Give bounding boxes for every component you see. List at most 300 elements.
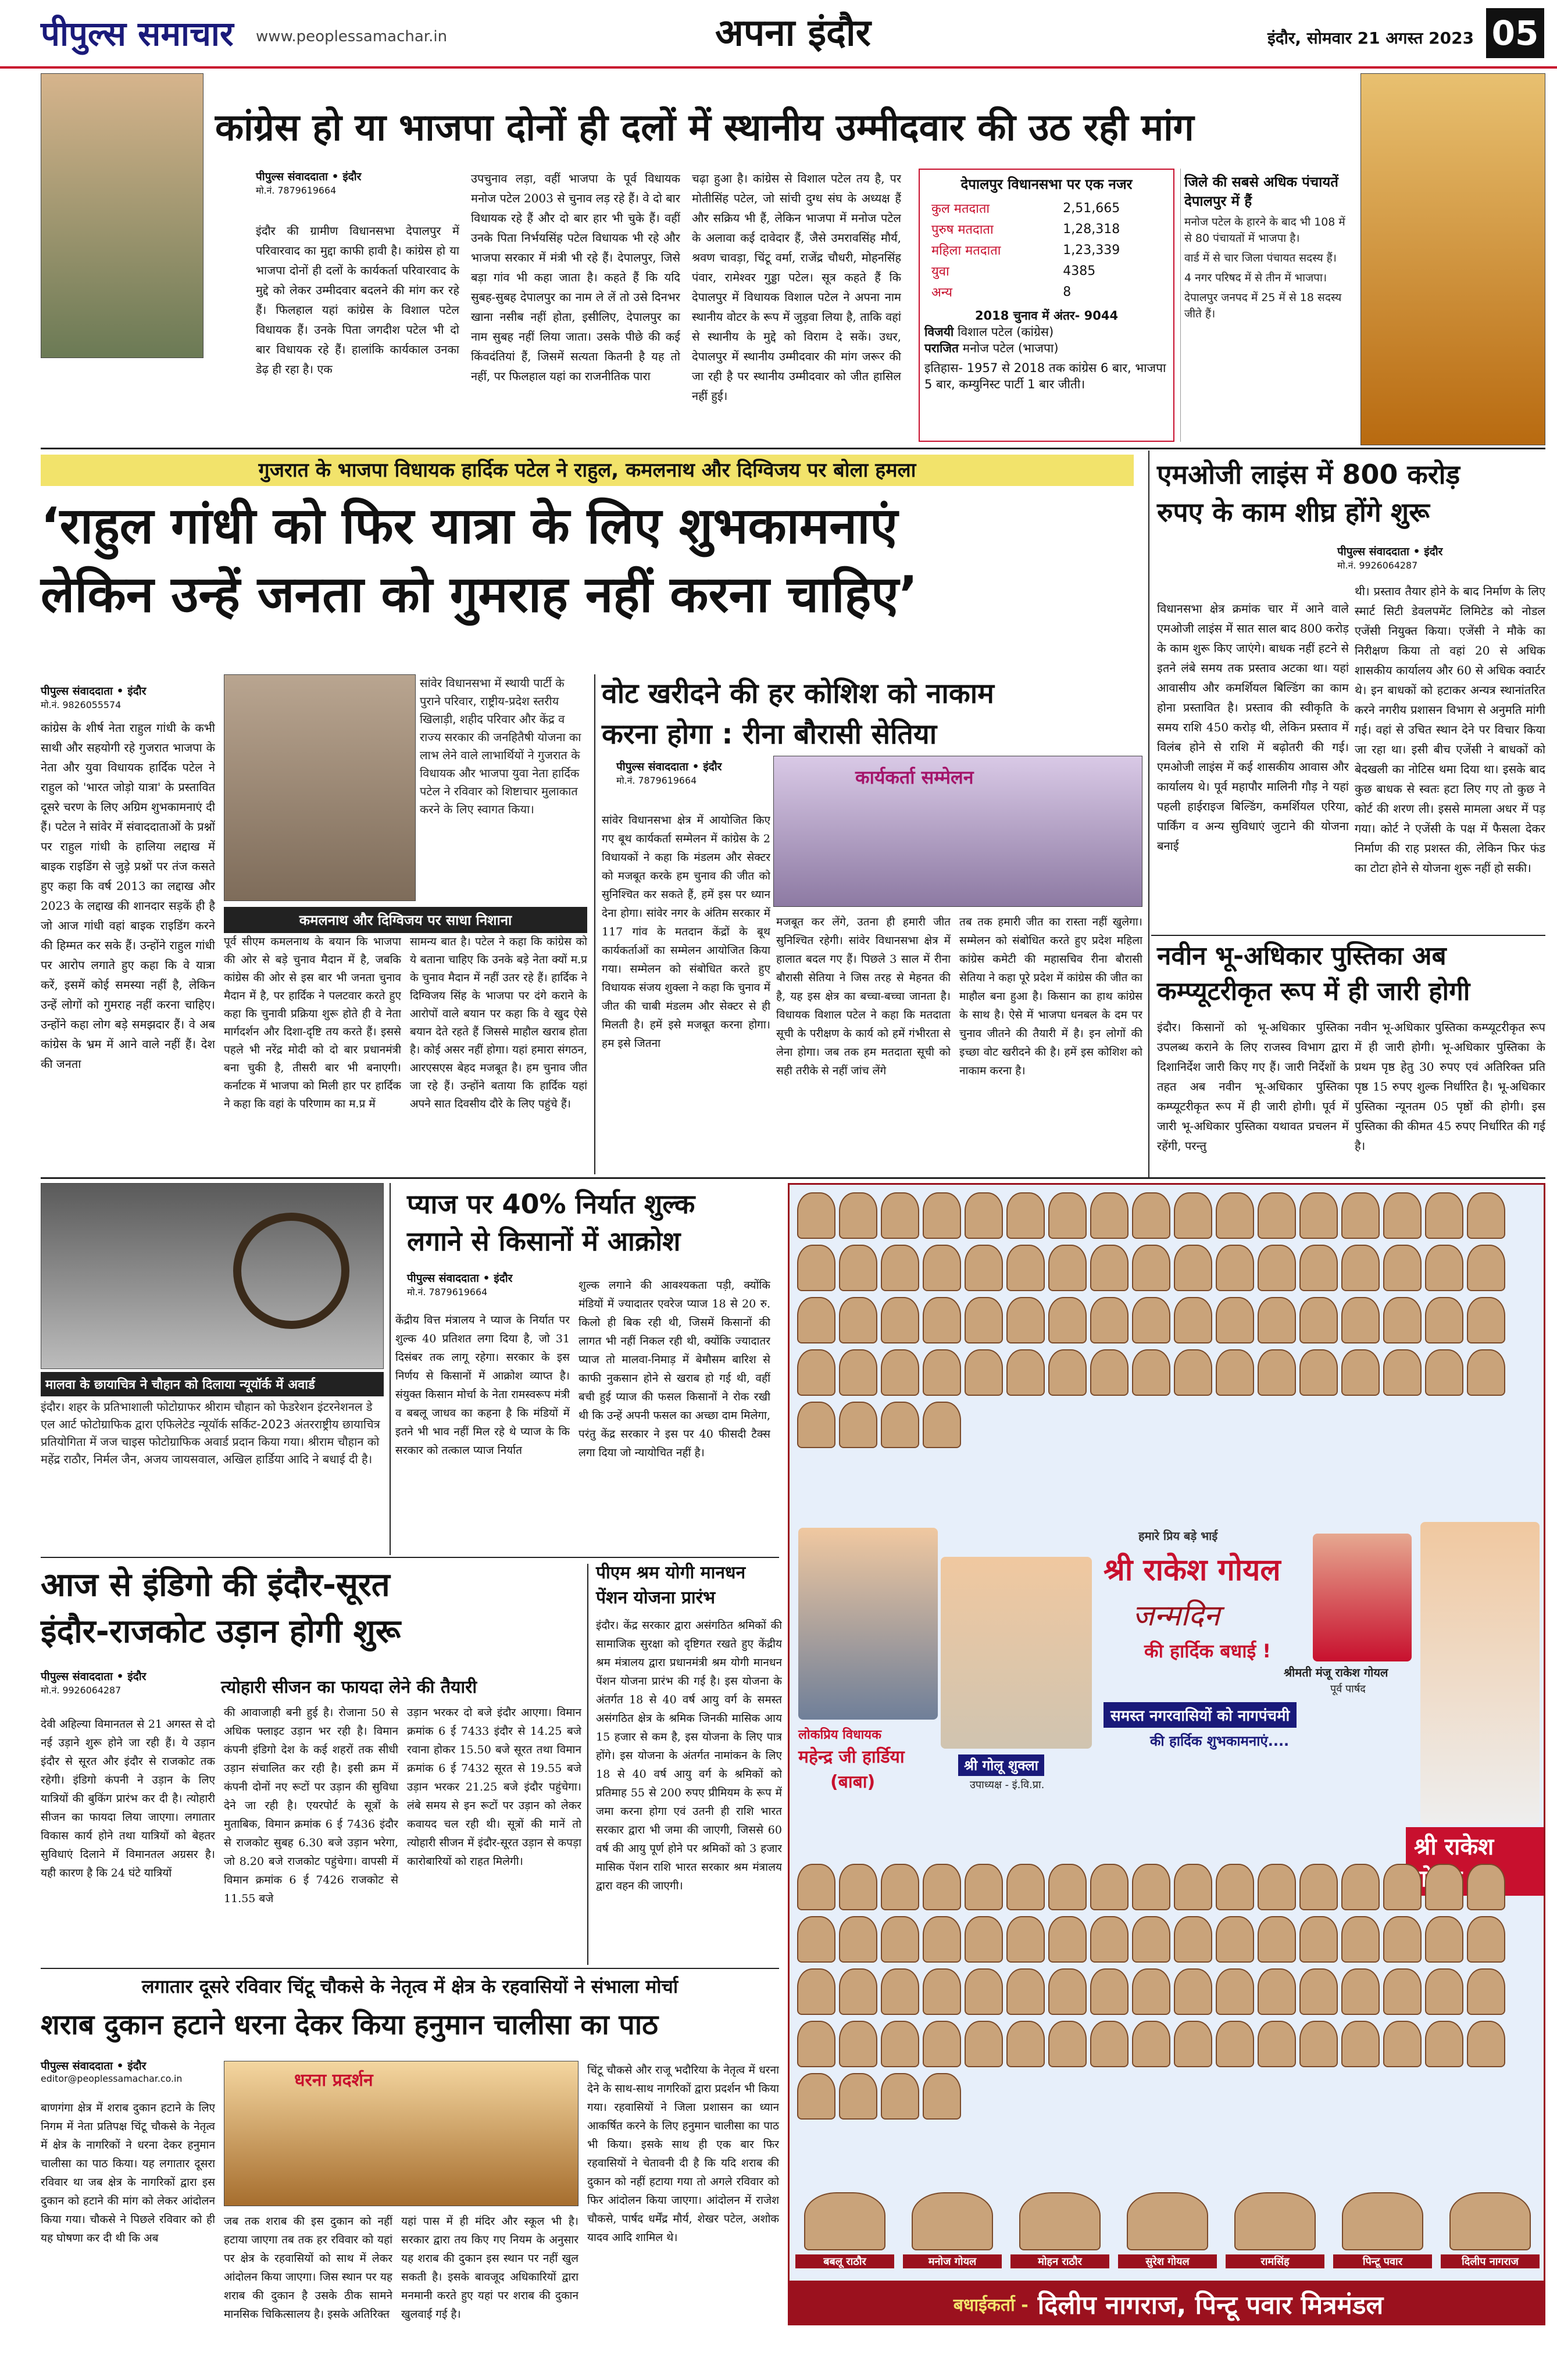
ad-bottom-person bbox=[1226, 2190, 1324, 2278]
column-divider bbox=[587, 1564, 588, 1965]
masthead bbox=[0, 0, 1557, 69]
supporter-photo bbox=[1383, 1192, 1422, 1239]
supporter-photo bbox=[1258, 1297, 1296, 1343]
supporter-photo bbox=[1299, 1916, 1338, 1963]
story2-subhead: कमलनाथ और दिग्विजय पर साधा निशाना bbox=[224, 907, 587, 933]
story10-col2: जब तक शराब की इस दुकान को नहीं हटाया जाएगा तब तक हर रविवार को यहां पर क्षेत्र के रहवासियों को साथ में लेकर आंदोलन किया जाएगा। जिस स्थान पर यह शराब की दुकान है उसके ठीक सामने मानसिक चिकित्सालय है। इसके अतिरिक्त bbox=[224, 2215, 392, 2321]
supporter-photo bbox=[1299, 1968, 1338, 2015]
ad-bottom-row bbox=[795, 2190, 1540, 2278]
factbox-table bbox=[924, 197, 1169, 303]
ad-face-grid-bottom bbox=[795, 1862, 1540, 2188]
factbox bbox=[919, 169, 1174, 442]
page-number: 05 bbox=[1486, 8, 1544, 58]
story2-byline bbox=[41, 683, 215, 711]
story7-mobile: मो.नं. 7879619664 bbox=[407, 1287, 488, 1298]
sidebox bbox=[1180, 169, 1355, 442]
supporter-photo bbox=[1006, 1349, 1045, 1396]
supporter-photo bbox=[1467, 1297, 1505, 1343]
divider bbox=[41, 1177, 1545, 1179]
story7-col2: शुल्क लगाने की आवश्यकता पड़ी, क्योंकि मंडियों में ज्यादातर एवरेज प्याज 18 से 20 रु. किलो ही बिक रही थी, जिसमें किसानों की लागत भी नहीं निकल रही थी, क्योंकि ज्यादातर प्याज तो मालवा-निमाड़ में बेमौसम बारिश से काफी नुकसान होने से खराब हो गई थी, वहीं बची हुई प्याज की फसल किसानों ने रोक रखी थी कि उन्हें अपनी फसल का अच्छा दाम मिलेगा, परंतु केंद्र सरकार ने इस पर 40 फीसदी टैक्स लगा दिया जो न्यायोचित नहीं है। bbox=[578, 1279, 770, 1459]
story9-col3: उड़ान भरकर दो बजे इंदौर आएगा। विमान क्रमांक 6 ई 7433 इंदौर से 14.25 बजे रवाना होकर 15.50 बजे सूरत तथा विमान क्रमांक 6 ई 7432 सूरत से 19.55 बजे उड़ान भरकर 21.25 बजे इंदौर पहुंचेगा। लंबे समय से इन रूटों पर उड़ान को लेकर कवायद चल रही थी। सूत्रों की मानें तो त्योहारी सीजन में इंदौर-सूरत उड़ान से कपड़ा कारोबारियों को राहत मिलेगी। bbox=[407, 1706, 581, 1868]
supporter-photo bbox=[1174, 1297, 1212, 1343]
story10-email[interactable]: editor@peoplessamachar.co.in bbox=[41, 2073, 183, 2084]
supporter-photo bbox=[1341, 1349, 1380, 1396]
story1-byline bbox=[256, 169, 465, 196]
supporter-photo bbox=[1467, 2021, 1505, 2067]
story9-subhead: त्योहारी सीजन का फायदा लेने की तैयारी bbox=[221, 1677, 477, 1698]
supporter-photo bbox=[881, 1402, 919, 1448]
supporter-photo bbox=[839, 1864, 877, 1910]
story7-byline-text: पीपुल्स संवाददाता • इंदौर bbox=[407, 1272, 513, 1285]
supporter-photo bbox=[839, 1402, 877, 1448]
supporter-photo bbox=[797, 1916, 835, 1963]
factbox-label: पुरुष मतदाता bbox=[931, 223, 994, 237]
supporter-photo bbox=[1342, 2192, 1423, 2250]
supporter-photo bbox=[881, 1297, 919, 1343]
story1-mobile: मो.नं. 7879619664 bbox=[256, 185, 337, 196]
photo-politician-left bbox=[41, 73, 203, 358]
supporter-photo bbox=[965, 1968, 1003, 2015]
ad-birthday: जन्मदिन bbox=[1133, 1599, 1220, 1632]
supporter-photo bbox=[965, 1916, 1003, 1963]
ad-bottom-name: दिलीप नागराज bbox=[1441, 2254, 1540, 2268]
supporter-photo bbox=[1174, 1968, 1212, 2015]
supporter-photo bbox=[1006, 1297, 1045, 1343]
story4-mobile: मो.नं. 9926064287 bbox=[1337, 560, 1418, 571]
ad-bottom-person bbox=[1118, 2190, 1217, 2278]
ad-bottom-name: सुरेश गोयल bbox=[1118, 2254, 1217, 2268]
supporter-photo bbox=[881, 2021, 919, 2067]
story3-byline bbox=[616, 759, 791, 787]
supporter-photo bbox=[1090, 1297, 1129, 1343]
supporter-photo bbox=[1383, 1297, 1422, 1343]
ad-bottom-person bbox=[795, 2190, 894, 2278]
supporter-photo bbox=[1467, 1192, 1505, 1239]
factbox-label: महिला मतदाता bbox=[931, 244, 1001, 258]
story7-byline bbox=[407, 1270, 581, 1298]
supporter-photo bbox=[1132, 1297, 1170, 1343]
story10-headline: शराब दुकान हटाने धरना देकर किया हनुमान चालीसा का पाठ bbox=[41, 2009, 659, 2041]
factbox-loser bbox=[924, 340, 1169, 356]
loser-name: मनोज पटेल (भाजपा) bbox=[962, 341, 1059, 355]
supporter-photo bbox=[1216, 1349, 1254, 1396]
ad-center-name: श्री गोलू शुक्ला bbox=[958, 1754, 1044, 1776]
story2-headline1: ‘राहुल गांधी को फिर यात्रा के लिए शुभकामनाएं bbox=[41, 497, 898, 555]
supporter-photo bbox=[1258, 1916, 1296, 1963]
story3-byline-text: पीपुल्स संवाददाता • इंदौर bbox=[616, 760, 722, 773]
supporter-photo bbox=[881, 1192, 919, 1239]
story8-headline1: पीएम श्रम योगी मानधन bbox=[596, 1563, 746, 1583]
story3-headline1: वोट खरीदने की हर कोशिश को नाकाम bbox=[602, 677, 994, 710]
winner-name: विशाल पटेल (कांग्रेस) bbox=[958, 325, 1054, 339]
supporter-photo bbox=[1425, 1349, 1463, 1396]
story2-photo-caption: सांवेर विधानसभा में स्थायी पार्टी के पुराने परिवार, राष्ट्रीय-प्रदेश स्तरीय खिलाड़ी, शहीद परिवार और केंद्र व राज्य सरकार की जनहितैषी योजना का लाभ लेने वाले लाभार्थियों ने गुजरात के विधायक और भाजपा युवा नेता हार्दिक पटेल ने रविवार को शिष्टाचार मुलाकात करने के लिए स्वागत किया। bbox=[420, 676, 581, 816]
supporter-photo bbox=[1425, 1916, 1463, 1963]
supporter-photo bbox=[1258, 1864, 1296, 1910]
story5-headline2: कम्प्यूटरीकृत रूप में ही जारी होगी bbox=[1157, 977, 1470, 1006]
column-divider bbox=[594, 674, 595, 1174]
factbox-row bbox=[926, 282, 1167, 302]
supporter-photo bbox=[1132, 2021, 1170, 2067]
sidebox-item: देपालपुर जनपद में 25 में से 18 सदस्य जीते हैं। bbox=[1184, 291, 1342, 320]
ad-left-name: महेन्द्र जी हार्डिया bbox=[798, 1747, 905, 1767]
factbox-row bbox=[926, 198, 1167, 218]
supporter-photo bbox=[1174, 2021, 1212, 2067]
supporter-photo bbox=[839, 1968, 877, 2015]
story10-col4: चिंटू चौकसे और राजू भदौरिया के नेतृत्व में धरना देने के साथ-साथ नागरिकों द्वारा प्रदर्शन भी किया गया। रहवासियों ने जिला प्रशासन का ध्यान आकर्षित करने के लिए हनुमान चालीसा का पाठ भी किया। इसके साथ ही एक बार फिर रहवासियों ने चेतावनी दी है कि यदि शराब की दुकान को नहीं हटाया गया तो अगले रविवार को फिर आंदोलन किया जाएगा। आंदोलन में राजेश चौकसे, पार्षद धर्मेंद्र मौर्य, शेखर पटेल, अशोक यादव आदि शामिल थे। bbox=[587, 2064, 779, 2244]
factbox-row bbox=[926, 219, 1167, 239]
supporter-photo bbox=[1174, 1916, 1212, 1963]
supporter-photo bbox=[1216, 1297, 1254, 1343]
supporter-photo bbox=[1425, 2021, 1463, 2067]
supporter-photo bbox=[797, 1402, 835, 1448]
supporter-photo bbox=[1449, 2192, 1531, 2250]
supporter-photo bbox=[912, 2192, 993, 2250]
supporter-photo bbox=[797, 1245, 835, 1291]
birthday-ad bbox=[788, 1183, 1545, 2325]
story10-col3: यहां पास में ही मंदिर और स्कूल भी है। सरकार द्वारा तय किए गए नियम के अनुसार यह शराब की दुकान इस स्थान पर नहीं खुल सकती है। इसके बावजूद अधिकारियों द्वारा मनमानी करते हुए यहां पर शराब की दुकान खुलवाई गई है। bbox=[401, 2215, 578, 2321]
story2-col3: सामन्य बात है। पटेल ने कहा कि कांग्रेस को ये बताना चाहिए कि उनके बड़े नेता क्यों म.प्र के चुनाव मैदान में नहीं उतर रहे हैं। हार्दिक ने दिग्विजय सिंह के भाजपा पर दंगे कराने के आरोपों वाले बयान पर कहा कि वे खुद ऐसे बयान देते रहते हैं जिससे माहौल खराब होता है। कोई असर नहीं होगा। यहां हमारा संगठन, आरएसएस बेहद मजबूत है। हम चुनाव जीत जा रहे हैं। उन्होंने बताया कि हार्दिक यहां अपने सात दिवसीय दौरे के लिए पहुंचे हैं। bbox=[410, 935, 587, 1110]
supporter-photo bbox=[1216, 1916, 1254, 1963]
supporter-photo bbox=[839, 1916, 877, 1963]
supporter-photo bbox=[923, 1916, 961, 1963]
supporter-photo bbox=[1090, 1968, 1129, 2015]
ad-bottom-name: मनोज गोयल bbox=[903, 2254, 1002, 2268]
story2-photo bbox=[224, 674, 416, 901]
sidebox-item: मनोज पटेल के हारने के बाद भी 108 में से 80 पंचायतों में भाजपा है। bbox=[1184, 216, 1345, 245]
photo-politician-right bbox=[1360, 73, 1545, 445]
supporter-photo bbox=[1258, 2021, 1296, 2067]
supporter-photo bbox=[1090, 1245, 1129, 1291]
supporter-photo bbox=[839, 1192, 877, 1239]
supporter-photo bbox=[1299, 1297, 1338, 1343]
ad-face-grid-top bbox=[795, 1191, 1540, 1522]
factbox-history: इतिहास- 1957 से 2018 तक कांग्रेस 6 बार, भाजपा 5 बार, कम्युनिस्ट पार्टी 1 बार जीती। bbox=[924, 361, 1166, 391]
supporter-photo bbox=[923, 1864, 961, 1910]
supporter-photo bbox=[797, 1297, 835, 1343]
supporter-photo bbox=[1467, 1968, 1505, 2015]
supporter-photo bbox=[1174, 1192, 1212, 1239]
story4-byline bbox=[1337, 544, 1547, 571]
ad-woman-name: श्रीमती मंजू राकेश गोयल bbox=[1284, 1666, 1388, 1679]
supporter-photo bbox=[1216, 1968, 1254, 2015]
winner-label: विजयी bbox=[924, 325, 954, 339]
supporter-photo bbox=[1467, 1349, 1505, 1396]
story10-photo bbox=[224, 2061, 578, 2206]
story3-photo bbox=[773, 756, 1142, 907]
supporter-photo bbox=[923, 1349, 961, 1396]
ad-left-nick: (बाबा) bbox=[830, 1772, 876, 1792]
story1-byline-text: पीपुल्स संवाददाता • इंदौर bbox=[256, 170, 362, 183]
story3-col2: मजबूत कर लेंगे, उतना ही हमारी जीत सुनिश्चित रहेगी। सांवेर विधानसभा क्षेत्र में हालात बदल गए हैं। पिछले 3 साल में रीना बौरासी सेतिया ने जिस तरह से मेहनत की है, यह इस क्षेत्र का बच्चा-बच्चा जानता है। विधायक विशाल पटेल ने कहा कि मतदाता सूची के परीक्षण के कार्य को हमें गंभीरता से लेना होगा। जब तक हम मतदाता सूची को सही तरीके से नहीं जांच लेंगे bbox=[776, 916, 951, 1077]
ad-wish: की हार्दिक बधाई ! bbox=[1144, 1640, 1271, 1662]
supporter-photo bbox=[1341, 2021, 1380, 2067]
supporter-photo bbox=[1132, 1192, 1170, 1239]
supporter-photo bbox=[839, 1297, 877, 1343]
issue-date: इंदौर, सोमवार 21 अगस्त 2023 bbox=[1267, 28, 1474, 48]
supporter-photo bbox=[1299, 1349, 1338, 1396]
supporter-photo bbox=[923, 2073, 961, 2120]
story2-mobile: मो.नं. 9826055574 bbox=[41, 699, 122, 710]
supporter-photo bbox=[1174, 1245, 1212, 1291]
story10-kicker: लगातार दूसरे रविवार चिंटू चौकसे के नेतृत्व में क्षेत्र के रहवासियों ने संभाला मोर्चा bbox=[141, 1975, 678, 1997]
ad-bottom-name: पिन्टू पवार bbox=[1333, 2254, 1432, 2268]
story10-col1: बाणगंगा क्षेत्र में शराब दुकान हटाने के लिए निगम में नेता प्रतिपक्ष चिंटू चौकसे के नेतृत्व में क्षेत्र के नागरिकों ने धरना देकर हनुमान चालीसा का पाठ किया। यह लगातार दूसरा रविवार था जब क्षेत्र के नागरिकों द्वारा इस दुकान को हटाने की मांग को लेकर आंदोलन किया गया। चौकसे ने पिछले रविवार को ही यह घोषणा कर दी थी कि अब bbox=[41, 2102, 215, 2245]
ad-hero-name2: श्री राकेश bbox=[1406, 1827, 1544, 1896]
divider bbox=[41, 1557, 779, 1558]
story8-headline2: पेंशन योजना प्रारंभ bbox=[596, 1588, 716, 1608]
ad-bottom-name: रामसिंह bbox=[1226, 2254, 1324, 2268]
supporter-photo bbox=[797, 2021, 835, 2067]
story1-col1: इंदौर की ग्रामीण विधानसभा देपालपुर में परिवारवाद का मुद्दा काफी हावी है। कांग्रेस हो या भाजपा दोनों ही दलों के कार्यकर्ता परिवारवाद के मुद्दे को लेकर उम्मीदवार बदलने की मांग कर रहे हैं। फिलहाल यहां कांग्रेस के विशाल पटेल विधायक हैं। उनके पिता जगदीश पटेल भी दो बार विधायक रहे हैं। हालांकि कार्यकाल उनका डेढ़ ही रहा है। एक bbox=[256, 224, 459, 376]
supporter-photo bbox=[1258, 1968, 1296, 2015]
supporter-photo bbox=[1090, 1864, 1129, 1910]
supporter-photo bbox=[1425, 1192, 1463, 1239]
factbox-label: कुल मतदाता bbox=[931, 202, 990, 216]
supporter-photo bbox=[1258, 1245, 1296, 1291]
ad-footer bbox=[790, 2281, 1545, 2325]
factbox-row bbox=[926, 261, 1167, 281]
ad-photo-center bbox=[941, 1557, 1092, 1749]
supporter-photo bbox=[797, 2073, 835, 2120]
supporter-photo bbox=[1006, 1916, 1045, 1963]
factbox-value: 8 bbox=[1063, 284, 1072, 299]
factbox-title: देपालपुर विधानसभा पर एक नजर bbox=[960, 176, 1133, 192]
supporter-photo bbox=[1467, 1245, 1505, 1291]
section-title: अपना इंदौर bbox=[715, 12, 871, 55]
supporter-photo bbox=[1383, 1968, 1422, 2015]
supporter-photo bbox=[1425, 1297, 1463, 1343]
story3-col1: सांवेर विधानसभा क्षेत्र में आयोजित किए गए बूथ कार्यकर्ता सम्मेलन में कांग्रेस के 2 विधायकों ने कहा कि मंडलम और सेक्टर को मजबूत करके हम चुनाव की जीत को सुनिश्चित कर सकते हैं, हमें इस पर ध्यान देना होगा। सांवेर नगर के अंतिम सरकार में 117 गांव के मतदान केंद्रों के बूथ कार्यकर्ताओं का सम्मेलन आयोजित किया गया। सम्मेलन को संबोधित करते हुए विधायक संजय शुक्ला ने कहा कि चुनाव में जीत की चाबी मंडलम और सेक्टर से ही मिलती है। हमें इसे मजबूत करना होगा। हम इसे जितना bbox=[602, 814, 770, 1050]
supporter-photo bbox=[1341, 1297, 1380, 1343]
ad-bottom-person bbox=[1333, 2190, 1432, 2278]
story5-col2: नवीन भू-अधिकार पुस्तिका कम्प्यूटरीकृत रूप में ही जारी होगी। भू-अधिकार पुस्तिका के प्रथम पृष्ठ हेतु 30 रुपए एवं अतिरिक्त प्रति पृष्ठ 15 रुपए शुल्क निर्धारित है। भू-अधिकार पुस्तिका न्यूनतम 05 पृष्ठों की होगी। इस पुस्तिका की कीमत 45 रुपए निर्धारित की गई है। bbox=[1355, 1020, 1545, 1153]
supporter-photo bbox=[923, 1245, 961, 1291]
supporter-photo bbox=[965, 1192, 1003, 1239]
story10-byline-text: पीपुल्स संवाददाता • इंदौर bbox=[41, 2060, 147, 2072]
wheel-icon bbox=[233, 1213, 349, 1329]
supporter-photo bbox=[1383, 2021, 1422, 2067]
story9-byline-text: पीपुल्स संवाददाता • इंदौर bbox=[41, 1670, 147, 1683]
factbox-label: युवा bbox=[931, 265, 949, 279]
factbox-label: अन्य bbox=[931, 285, 953, 300]
story10-banner: धरना प्रदर्शन bbox=[294, 2070, 373, 2090]
factbox-value: 1,28,318 bbox=[1063, 221, 1120, 237]
ad-bottom-name: मोहन राठौर bbox=[1010, 2254, 1109, 2268]
supporter-photo bbox=[881, 1349, 919, 1396]
supporter-photo bbox=[1090, 2021, 1129, 2067]
story1-col2: उपचुनाव लड़ा, वहीं भाजपा के पूर्व विधायक मनोज पटेल 2003 से चुनाव लड़ रहे हैं। वे दो बार विधायक रहे हैं और दो बार हार भी चुके हैं। वहीं उनके पिता निर्भयसिंह पटेल विधायक भी रहे और भाजपा सरकार में मंत्री भी रहे हैं। देपालपुर, जिसे बड़ा गांव भी कहा जाता है। कहते हैं कि यदि सुबह-सुबह देपालपुर का नाम ले लें तो उसे दिनभर खाना नसीब नहीं होता, इसीलिए, देपालपुर का नाम सुबह नहीं लिया जाता। उसके पीछे की कई किंवदंतियां हैं, जिसमें सत्यता कितनी है यह तो नहीं, पर फिलहाल यहां का राजनीतिक पारा bbox=[471, 171, 680, 383]
story3-mobile: मो.नं. 7879619664 bbox=[616, 775, 697, 786]
supporter-photo bbox=[881, 2073, 919, 2120]
divider bbox=[41, 448, 1545, 449]
sidebox-item: 4 नगर परिषद में से तीन में भाजपा। bbox=[1184, 271, 1327, 284]
ad-footer-names: दिलीप नागराज, पिन्टू पवार मित्रमंडल bbox=[1037, 2290, 1384, 2320]
story2-col1: कांग्रेस के शीर्ष नेता राहुल गांधी के कभी साथी और सहयोगी रहे गुजरात भाजपा के नेता और युवा विधायक हार्दिक पटेल ने राहुल को 'भारत जोड़ो यात्रा' के प्रस्तावित दूसरे चरण के लिए अग्रिम शुभकामनाएं दी हैं। पटेल ने सांवेर में संवाददाताओं के प्रश्नों पर राहुल गांधी के हालिया लद्दाख में बाइक राइडिंग से जुड़े प्रश्नों पर तंज कसते हुए कहा कि वर्ष 2013 का लद्दाख और 2023 के लद्दाख की शानदार सड़कें ही है जो आज गांधी वहां बाइक राइडिंग करने की हिम्मत कर सके हैं। उन्होंने राहुल गांधी पर आरोप लगाते हुए कहा कि वे यात्रा करें, इसमें कोई समस्या नहीं है, लेकिन उन्हें लोगों को गुमराह नहीं करना चाहिए। उन्होंने कहा लोग बड़े समझदार हैं। वे अब कांग्रेस के भ्रम में आने वाले नहीं हैं। देश की जनता bbox=[41, 721, 215, 1071]
story10-byline bbox=[41, 2058, 227, 2084]
story6-photo bbox=[41, 1183, 384, 1369]
supporter-photo bbox=[1132, 1864, 1170, 1910]
factbox-value: 1,23,339 bbox=[1063, 242, 1120, 258]
sidebox-item: वार्ड में से चार जिला पंचायत सदस्य हैं। bbox=[1184, 252, 1337, 265]
supporter-photo bbox=[1006, 2021, 1045, 2067]
supporter-photo bbox=[923, 1968, 961, 2015]
story1-headline: कांग्रेस हो या भाजपा दोनों ही दलों में स्थानीय उम्मीदवार की उठ रही मांग bbox=[215, 106, 1194, 149]
factbox-result-title: 2018 चुनाव में अंतर- 9044 bbox=[974, 309, 1119, 323]
story2-kicker: गुजरात के भाजपा विधायक हार्दिक पटेल ने राहुल, कमलनाथ और दिग्विजय पर बोला हमला bbox=[41, 455, 1134, 486]
supporter-photo bbox=[839, 1245, 877, 1291]
supporter-photo bbox=[1299, 1245, 1338, 1291]
supporter-photo bbox=[1383, 1916, 1422, 1963]
supporter-photo bbox=[1341, 1192, 1380, 1239]
supporter-photo bbox=[797, 1864, 835, 1910]
supporter-photo bbox=[1174, 1864, 1212, 1910]
supporter-photo bbox=[923, 2021, 961, 2067]
supporter-photo bbox=[1467, 1916, 1505, 1963]
supporter-photo bbox=[1383, 1245, 1422, 1291]
supporter-photo bbox=[881, 1968, 919, 2015]
story4-headline1: एमओजी लाइंस में 800 करोड़ bbox=[1157, 459, 1460, 490]
supporter-photo bbox=[1048, 1349, 1087, 1396]
supporter-photo bbox=[1425, 1968, 1463, 2015]
story3-banner: कार्यकर्ता सम्मेलन bbox=[855, 766, 974, 788]
ad-bottom-person bbox=[903, 2190, 1002, 2278]
ad-message1: समस्त नगरवासियों को नागपंचमी bbox=[1104, 1702, 1297, 1728]
supporter-photo bbox=[1132, 1968, 1170, 2015]
supporter-photo bbox=[1258, 1349, 1296, 1396]
supporter-photo bbox=[1341, 1245, 1380, 1291]
story7-headline1: प्याज पर 40% निर्यात शुल्क bbox=[407, 1188, 695, 1220]
supporter-photo bbox=[1341, 1864, 1380, 1910]
sidebox-title: जिले की सबसे अधिक पंचायतें देपालपुर में हैं bbox=[1184, 174, 1338, 209]
supporter-photo bbox=[965, 1297, 1003, 1343]
supporter-photo bbox=[1127, 2192, 1208, 2250]
supporter-photo bbox=[1383, 1349, 1422, 1396]
supporter-photo bbox=[881, 1916, 919, 1963]
supporter-photo bbox=[804, 2192, 885, 2250]
story3-col3: तब तक हमारी जीत का रास्ता नहीं खुलेगा। सम्मेलन को संबोधित करते हुए प्रदेश महिला कांग्रेस कमेटी की महासचिव रीना बौरासी सेतिया ने कहा पूरे प्रदेश में कांग्रेस की जीत का माहौल बना हुआ है। किसान का हाथ कांग्रेस के साथ है। ऐसे में भाजपा धनबल के दम पर चुनाव जीतने की तैयारी में है। इन लोगों की इच्छा वोट खरीदने की है। हमें इस कोशिश को नाकाम करना है। bbox=[959, 916, 1142, 1077]
story9-byline bbox=[41, 1668, 215, 1696]
supporter-photo bbox=[1090, 1192, 1129, 1239]
supporter-photo bbox=[1341, 1916, 1380, 1963]
supporter-photo bbox=[1132, 1245, 1170, 1291]
supporter-photo bbox=[1048, 1245, 1087, 1291]
story9-col2: की आवाजाही बनी हुई है। रोजाना 50 से अधिक फ्लाइट उड़ान भर रही है। विमान कंपनी इंडिगो देश के कई शहरों तक सीधी उड़ान संचालित कर रही है। इसी क्रम में कंपनी दोनों नए रूटों पर उड़ान की सुविधा देने जा रही है। एयरपोर्ट के सूत्रों के मुताबिक, विमान क्रमांक 6 ई 7436 इंदौर से राजकोट सुबह 6.30 बजे उड़ान भरेगा, जो 8.20 बजे राजकोट पहुंचेगा। वापसी में विमान क्रमांक 6 ई 7426 राजकोट से 11.55 बजे bbox=[224, 1706, 398, 1905]
supporter-photo bbox=[1216, 2021, 1254, 2067]
story8-text: इंदौर। केंद्र सरकार द्वारा असंगठित श्रमिकों की सामाजिक सुरक्षा को दृष्टिगत रखते हुए केंद्रीय श्रम मंत्रालय द्वारा प्रधानमंत्री श्रम योगी मानधन पेंशन योजना प्रारंभ की गई है। इस योजना के अंतर्गत 18 से 40 वर्ष आयु वर्ग के समस्त असंगठित क्षेत्र के श्रमिक जिनकी मासिक आय 15 हजार से कम है, इस योजना के लिए पात्र होंगे। इस योजना के अंतर्गत नामांकन के लिए 18 से 40 वर्ष आयु वर्ग के श्रमिकों को प्रतिमाह 55 से 200 रुपए प्रीमियम के रूप में जमा करना होगा एवं उतनी ही राशि भारत सरकार द्वारा भी जमा की जाएगी, जिससे 60 वर्ष की आयु पूर्ण होने पर श्रमिकों को 3 हजार मासिक पेंशन राशि भारत सरकार श्रम मंत्रालय द्वारा वहन की जाएगी। bbox=[596, 1619, 782, 1892]
supporter-photo bbox=[797, 1192, 835, 1239]
supporter-photo bbox=[839, 2021, 877, 2067]
supporter-photo bbox=[839, 2073, 877, 2120]
supporter-photo bbox=[965, 2021, 1003, 2067]
supporter-photo bbox=[1234, 2192, 1316, 2250]
supporter-photo bbox=[965, 1349, 1003, 1396]
factbox-value: 4385 bbox=[1063, 263, 1096, 278]
divider bbox=[1151, 935, 1545, 936]
supporter-photo bbox=[1341, 1968, 1380, 2015]
story9-col1: देवी अहिल्या विमानतल से 21 अगस्त से दो नई उड़ाने शुरू होने जा रही हैं। ये उड़ान इंदौर से सूरत और इंदौर से राजकोट तक रहेगी। इंडिगो कंपनी ने उड़ान के लिए यात्रियों की बुकिंग प्रारंभ कर दी है। त्योहारी सीजन का फायदा लिया जाएगा। लगातार विकास कार्य होने तथा यात्रियों को बेहतर सुविधाएं दिलाने में विमानतल अग्रसर है। यही कारण है कि 24 घंटे यात्रियों bbox=[41, 1718, 215, 1879]
supporter-photo bbox=[1299, 1192, 1338, 1239]
supporter-photo bbox=[1048, 1968, 1087, 2015]
supporter-photo bbox=[1383, 1864, 1422, 1910]
supporter-photo bbox=[1132, 1349, 1170, 1396]
loser-label: पराजित bbox=[924, 341, 959, 355]
divider bbox=[41, 1968, 779, 1969]
ad-bottom-name: बबलू राठौर bbox=[795, 2254, 894, 2268]
supporter-photo bbox=[1425, 1864, 1463, 1910]
supporter-photo bbox=[1006, 1192, 1045, 1239]
supporter-photo bbox=[1174, 1349, 1212, 1396]
supporter-photo bbox=[1216, 1192, 1254, 1239]
supporter-photo bbox=[1048, 1297, 1087, 1343]
ad-woman-role: पूर्व पार्षद bbox=[1330, 1683, 1366, 1695]
supporter-photo bbox=[1258, 1192, 1296, 1239]
story6-text: इंदौर। शहर के प्रतिभाशाली फोटोग्राफर श्रीराम चौहान को फेडरेशन इंटरनेशनल डे एल आर्ट फोटोग्राफिक द्वारा एफिलेटेड न्यूयॉर्क सर्किट-2023 अंतरराष्ट्रीय छायाचित्र प्रतियोगिता में जज चाइस फोटोग्राफिक अवार्ड प्रदान किया गया। श्रीराम चौहान को महेंद्र राठौर, निर्मल जैन, अजय जायसवाल, अखिल हार्डिया आदि ने बधाई दी है। bbox=[41, 1400, 380, 1466]
supporter-photo bbox=[1006, 1968, 1045, 2015]
supporter-photo bbox=[923, 1402, 961, 1448]
supporter-photo bbox=[1048, 1864, 1087, 1910]
supporter-photo bbox=[923, 1192, 961, 1239]
story6-caption: मालवा के छायाचित्र ने चौहान को दिलाया न्यूयॉर्क में अवार्ड bbox=[41, 1372, 384, 1396]
story4-col1: विधानसभा क्षेत्र क्रमांक चार में आने वाले एमओजी लाइंस में सात साल बाद 800 करोड़ के काम शुरू किए जाएंगे। बाधक नहीं हटने से इतने लंबे समय तक प्रस्ताव अटका था। यहां आवासीय और कमर्शियल बिल्डिंग का काम होना प्रस्तावित है। प्रस्ताव की स्वीकृति के समय राशि 450 करोड़ थी, लेकिन प्रस्ताव में विलंब होने से राशि में बढ़ोतरी की गई। एमओजी लाइंस में कई शासकीय आवास और कार्यालय थे। पूर्व महापौर मालिनी गौड़ ने यहां पहली हाईराइज बिल्डिंग, कमर्शियल एरिया, पार्किंग व अन्य सुविधाएं जुटाने की योजना बनाई bbox=[1157, 602, 1349, 853]
supporter-photo bbox=[965, 1245, 1003, 1291]
story7-headline2: लगाने से किसानों में आक्रोश bbox=[407, 1225, 681, 1257]
story2-byline-text: पीपुल्स संवाददाता • इंदौर bbox=[41, 685, 147, 698]
supporter-photo bbox=[1299, 2021, 1338, 2067]
supporter-photo bbox=[797, 1968, 835, 2015]
supporter-photo bbox=[839, 1349, 877, 1396]
supporter-photo bbox=[1048, 1192, 1087, 1239]
story3-headline2: करना होगा : रीना बौरासी सेतिया bbox=[602, 718, 937, 751]
supporter-photo bbox=[1216, 1245, 1254, 1291]
story5-headline1: नवीन भू-अधिकार पुस्तिका अब bbox=[1157, 941, 1447, 971]
masthead-website[interactable]: www.peoplessamachar.in bbox=[256, 28, 448, 45]
ad-top-label: हमारे प्रिय बड़े भाई bbox=[1138, 1529, 1218, 1543]
ad-footer-label: बधाईकर्ता - bbox=[953, 2295, 1029, 2315]
factbox-winner bbox=[924, 324, 1169, 340]
supporter-photo bbox=[1090, 1349, 1129, 1396]
supporter-photo bbox=[1216, 1864, 1254, 1910]
supporter-photo bbox=[881, 1864, 919, 1910]
story4-headline2: रुपए के काम शीघ्र होंगे शुरू bbox=[1157, 496, 1430, 528]
column-divider bbox=[1148, 451, 1149, 1177]
story1-col3: चढ़ा हुआ है। कांग्रेस से विशाल पटेल तय है, पर मोतीसिंह पटेल, जो सांची दुग्ध संघ के अध्यक्ष हैं और सक्रिय भी हैं, लेकिन भाजपा में मनोज पटेल के अलावा कई दावेदार हैं, जैसे उमरावसिंह मौर्य, श्रवण चावड़ा, चिंटू वर्मा, राजेंद्र चौधरी, मोहनसिंह पंवार, रामेश्वर गुड्डा पटेल। सूत्र कहते हैं कि देपालपुर में विधायक विशाल पटेल ने अपना नाम स्थानीय वोटर के रूप में जुड़वा लिया है, ताकि वहां से स्थानीय के मुद्दे को विराम दे सकें। उधर, देपालपुर में स्थानीय उम्मीदवार की मांग जरूर की जा रही है पर स्थानीय उम्मीदवार को जीत हासिल नहीं हुई। bbox=[692, 171, 901, 403]
supporter-photo bbox=[1006, 1864, 1045, 1910]
supporter-photo bbox=[881, 1245, 919, 1291]
ad-bottom-person bbox=[1010, 2190, 1109, 2278]
supporter-photo bbox=[1090, 1916, 1129, 1963]
story9-headline1: आज से इंडिगो की इंदौर-सूरत bbox=[41, 1566, 390, 1604]
ad-hero-name: श्री राकेश गोयल bbox=[1104, 1553, 1281, 1588]
ad-left-title: लोकप्रिय विधायक bbox=[798, 1728, 881, 1742]
supporter-photo bbox=[1467, 1864, 1505, 1910]
story2-headline2: लेकिन उन्हें जनता को गुमराह नहीं करना चाहिए’ bbox=[41, 566, 918, 624]
story4-col2: थी। प्रस्ताव तैयार होने के बाद निर्माण के लिए स्मार्ट सिटी डेवलपमेंट लिमिटेड को नोडल एजेंसी नियुक्त किया। एजेंसी ने मौके का निरीक्षण किया तो वहां 20 से अधिक शासकीय कार्यालय और 60 से अधिक क्वार्टर थे। इन बाधकों को हटाकर अन्यत्र स्थानांतरित करने नगरीय प्रशासन विभाग से अनुमति मांगी गई। वहां से उचित स्थान देने पर विचार किया जा रहा था। इसी बीच एजेंसी ने बाधकों को बेदखली का नोटिस थमा दिया था। इसके बाद कुछ बाधक से स्वतः हटा लिए गए तो कुछ ने कोर्ट की शरण ली। इससे मामला अधर में पड़ गया। कोर्ट ने एजेंसी के पक्ष में फैसला देकर निर्माण की राह प्रशस्त की, लेकिन फिर फंड का टोटा होने से योजना शुरू नहीं हो सकी। bbox=[1355, 584, 1545, 875]
supporter-photo bbox=[1006, 1245, 1045, 1291]
story5-col1: इंदौर। किसानों को भू-अधिकार पुस्तिका उपलब्ध कराने के लिए राजस्व विभाग द्वारा दिशानिर्देश जारी किए गए हैं। जारी निर्देशों के तहत अब नवीन भू-अधिकार पुस्तिका कम्प्यूटरीकृत रूप में ही जारी होगी। पूर्व में जारी भू-अधिकार पुस्तिका यथावत प्रचलन में रहेंगी, परन्तु bbox=[1157, 1020, 1349, 1153]
story4-byline-text: पीपुल्स संवाददाता • इंदौर bbox=[1337, 545, 1443, 558]
story9-headline2: इंदौर-राजकोट उड़ान होगी शुरू bbox=[41, 1613, 401, 1650]
story2-col2: पूर्व सीएम कमलनाथ के बयान कि भाजपा की ओर से बड़े चुनाव मैदान में है, जबकि कांग्रेस की ओर से इस बार भी जनता चुनाव मैदान में है, पर हार्दिक ने पलटवार करते हुए कहा कि चुनावी प्रक्रिया शुरू होते ही वे नेता मार्गदर्शन और दिशा-दृष्टि तय करते हैं। इससे पहले भी नरेंद्र मोदी को दो बार प्रधानमंत्री बना चुकी है, तीसरी बार भी बनाएगी। कर्नाटक में भाजपा को मिली हार पर हार्दिक ने कहा कि वहां के परिणाम का म.प्र में bbox=[224, 935, 401, 1110]
supporter-photo bbox=[923, 1297, 961, 1343]
supporter-photo bbox=[1299, 1864, 1338, 1910]
ad-photo-woman bbox=[1313, 1534, 1412, 1661]
supporter-photo bbox=[797, 1349, 835, 1396]
factbox-value: 2,51,665 bbox=[1063, 201, 1120, 216]
supporter-photo bbox=[1048, 2021, 1087, 2067]
story7-col1: केंद्रीय वित्त मंत्रालय ने प्याज के निर्यात पर शुल्क 40 प्रतिशत लगा दिया है, जो 31 दिसंबर तक लागू रहेगा। सरकार के इस निर्णय से किसानों में आक्रोश व्याप्त है। संयुक्त किसान मोर्चा के नेता रामस्वरूप मंत्री व बबलू जाधव का कहना है कि मंडियों में इतने भी भाव नहीं मिल रहे थे प्याज के कि सरकार को तत्काल प्याज निर्यात bbox=[395, 1314, 570, 1457]
supporter-photo bbox=[965, 1864, 1003, 1910]
